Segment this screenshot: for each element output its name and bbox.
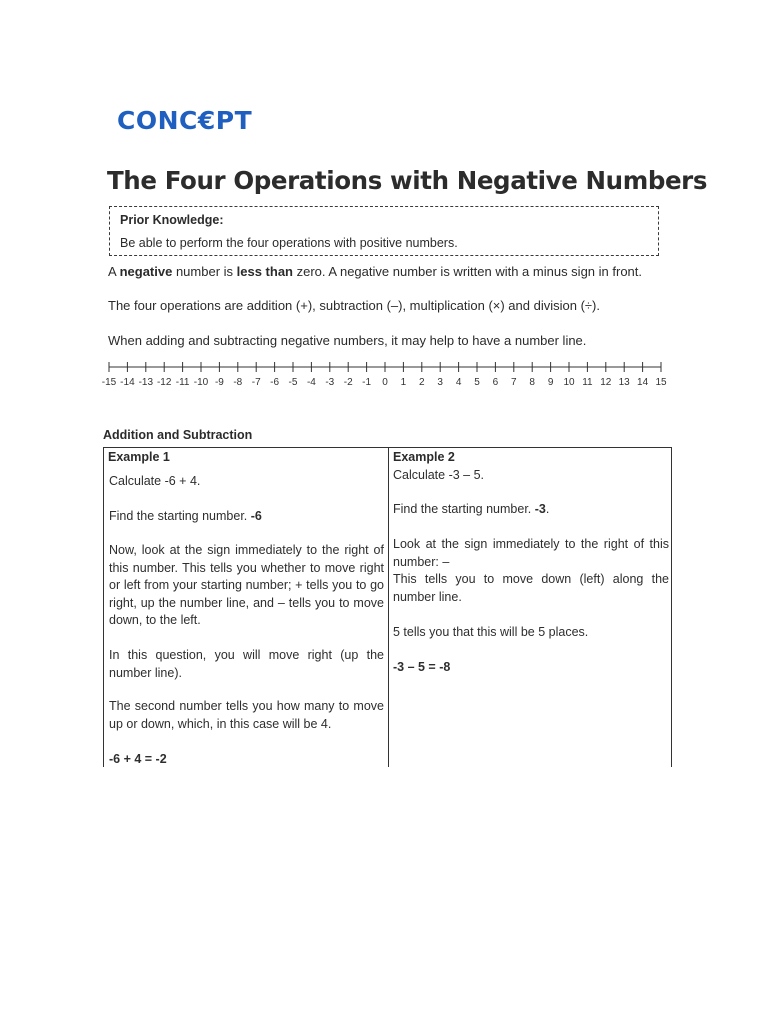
example-2-heading: Example 2 bbox=[393, 450, 455, 464]
number-line-label: -2 bbox=[343, 377, 353, 388]
example-2-start: Find the starting number. -3. bbox=[393, 502, 550, 516]
number-line-label: 14 bbox=[637, 377, 649, 388]
number-line-label: 10 bbox=[563, 377, 575, 388]
number-line-label: -3 bbox=[325, 377, 335, 388]
example-1-move: In this question, you will move right (up the number line). bbox=[109, 648, 384, 680]
number-line-label: -6 bbox=[270, 377, 280, 388]
intro-number-line-hint: When adding and subtracting negative numbers, it may help to have a number line. bbox=[108, 333, 587, 348]
example-2-sign: Look at the sign immediately to the right of this number: – bbox=[393, 537, 669, 569]
number-line-label: 5 bbox=[474, 377, 480, 388]
section-heading: Addition and Subtraction bbox=[103, 428, 253, 442]
number-line-label: 7 bbox=[511, 377, 517, 388]
number-line-label: -9 bbox=[214, 377, 224, 388]
number-line bbox=[100, 355, 680, 391]
intro-four-operations: The four operations are addition (+), subtraction (–), multiplication (×) and division (÷). bbox=[108, 298, 600, 313]
intro-negative-definition: A negative number is less than zero. A negative number is written with a minus sign in front. bbox=[108, 264, 643, 279]
number-line-label: 9 bbox=[547, 377, 554, 388]
prior-knowledge-heading: Prior Knowledge: bbox=[120, 213, 224, 227]
number-line-label: -7 bbox=[251, 377, 261, 388]
number-line-label: -8 bbox=[233, 377, 243, 388]
number-line-label: -10 bbox=[193, 377, 209, 388]
example-1-start: Find the starting number. -6 bbox=[109, 509, 262, 523]
concept-logo: CONC€PT bbox=[117, 106, 253, 135]
prior-knowledge-text: Be able to perform the four operations with positive numbers. bbox=[120, 236, 458, 250]
example-2-calc: Calculate -3 – 5. bbox=[393, 468, 485, 482]
example-2-move: This tells you to move down (left) along the number line. bbox=[393, 572, 669, 604]
number-line-label: 2 bbox=[419, 377, 425, 388]
number-line-label: -4 bbox=[306, 377, 316, 388]
example-2-answer: -3 – 5 = -8 bbox=[393, 660, 451, 674]
example-1-sign: Now, look at the sign immediately to the right of this number. This tells you whether to move right or left from your starting number; + tells you to go right, up the number line, and – tells you to move down, to the left. bbox=[109, 543, 384, 627]
number-line-label: -14 bbox=[120, 377, 135, 388]
example-1-cell bbox=[104, 448, 389, 767]
number-line-label: 4 bbox=[455, 377, 462, 388]
number-line-label: 6 bbox=[492, 377, 499, 388]
number-line-label: 12 bbox=[600, 377, 612, 388]
number-line-label: 11 bbox=[582, 377, 593, 388]
number-line-label: -13 bbox=[138, 377, 154, 388]
number-line-label: 15 bbox=[655, 377, 667, 388]
examples-table bbox=[103, 447, 672, 767]
example-1-calc: Calculate -6 + 4. bbox=[109, 474, 201, 488]
number-line-label: 3 bbox=[437, 377, 443, 388]
number-line-label: -1 bbox=[362, 377, 372, 388]
number-line-label: 1 bbox=[400, 377, 407, 388]
example-1-heading: Example 1 bbox=[108, 450, 170, 464]
page-title: The Four Operations with Negative Numbers bbox=[107, 166, 708, 195]
example-1-second: The second number tells you how many to move up or down, which, in this case will be 4. bbox=[109, 699, 384, 731]
example-2-cell bbox=[389, 448, 671, 767]
number-line-label: -12 bbox=[156, 377, 172, 388]
example-2-places: 5 tells you that this will be 5 places. bbox=[393, 625, 589, 639]
prior-knowledge-box bbox=[109, 206, 659, 256]
number-line-label: -5 bbox=[288, 377, 298, 388]
number-line-label: 8 bbox=[529, 377, 535, 388]
number-line-label: 0 bbox=[382, 377, 388, 388]
example-1-answer: -6 + 4 = -2 bbox=[109, 752, 167, 766]
number-line-label: -15 bbox=[101, 377, 117, 388]
number-line-label: 13 bbox=[618, 377, 630, 388]
number-line-label: -11 bbox=[175, 377, 190, 388]
